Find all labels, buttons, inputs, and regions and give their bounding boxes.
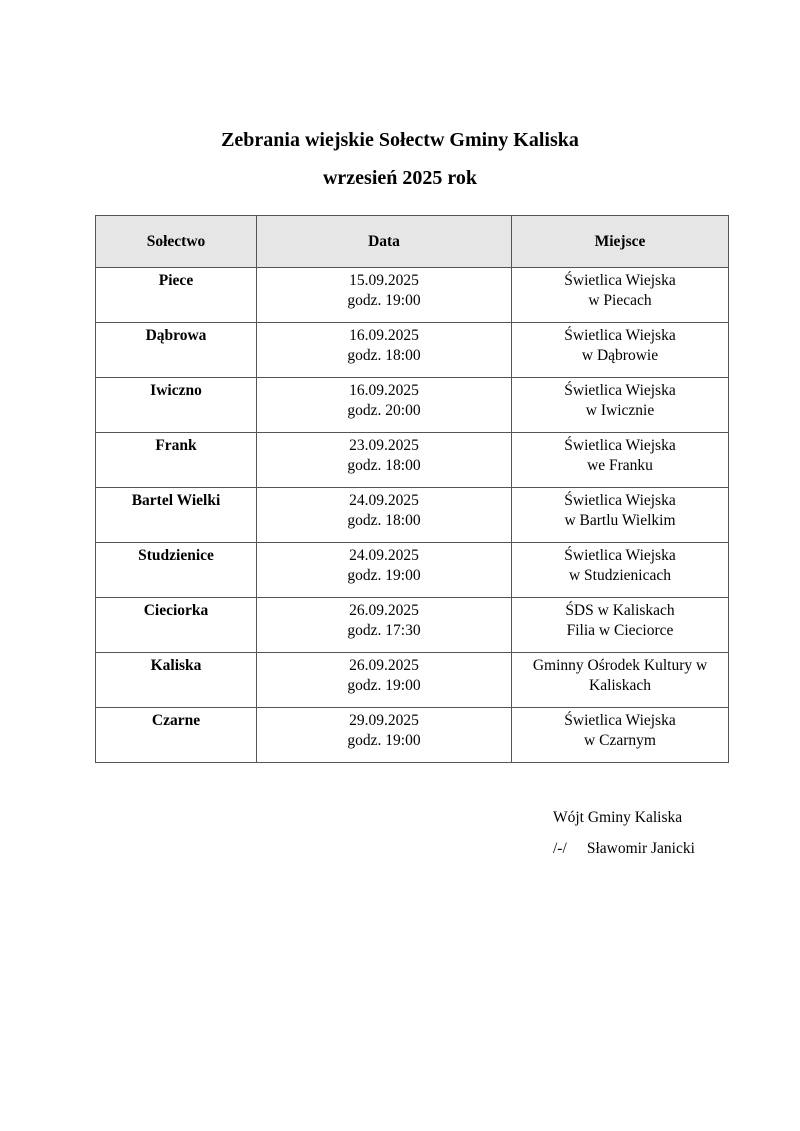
time-text: godz. 20:00 bbox=[347, 402, 421, 419]
date-text: 15.09.2025 bbox=[349, 272, 419, 289]
table-row bbox=[96, 323, 729, 378]
table-row bbox=[96, 433, 729, 488]
table-row bbox=[96, 488, 729, 543]
cell-data bbox=[257, 323, 512, 378]
cell-solectwo: Cieciorka bbox=[96, 598, 257, 653]
schedule-table bbox=[95, 215, 729, 763]
cell-miejsce bbox=[512, 488, 729, 543]
cell-data bbox=[257, 653, 512, 708]
header-data: Data bbox=[257, 216, 512, 268]
time-text: godz. 19:00 bbox=[347, 567, 421, 584]
cell-miejsce bbox=[512, 708, 729, 763]
date-text: 16.09.2025 bbox=[349, 327, 419, 344]
cell-data bbox=[257, 268, 512, 323]
place-line-2: we Franku bbox=[587, 457, 653, 474]
signature-line bbox=[553, 839, 695, 859]
place-line-1: Gminny Ośrodek Kultury w bbox=[532, 657, 708, 674]
cell-solectwo: Kaliska bbox=[96, 653, 257, 708]
cell-miejsce bbox=[512, 268, 729, 323]
cell-data bbox=[257, 543, 512, 598]
cell-miejsce bbox=[512, 323, 729, 378]
cell-miejsce bbox=[512, 598, 729, 653]
place-line-1: Świetlica Wiejska bbox=[564, 437, 676, 454]
cell-data bbox=[257, 598, 512, 653]
place-line-2: w Iwicznie bbox=[585, 402, 655, 419]
place-line-2: Kaliskach bbox=[589, 677, 651, 694]
time-text: godz. 19:00 bbox=[347, 677, 421, 694]
place-line-1: ŚDS w Kaliskach bbox=[565, 602, 675, 619]
date-text: 26.09.2025 bbox=[349, 602, 419, 619]
place-line-2: w Czarnym bbox=[584, 732, 656, 749]
date-text: 16.09.2025 bbox=[349, 382, 419, 399]
table-row bbox=[96, 378, 729, 433]
place-line-1: Świetlica Wiejska bbox=[564, 712, 676, 729]
cell-solectwo: Piece bbox=[96, 268, 257, 323]
cell-solectwo: Iwiczno bbox=[96, 378, 257, 433]
table-row bbox=[96, 543, 729, 598]
time-text: godz. 18:00 bbox=[347, 457, 421, 474]
document-subtitle: wrzesień 2025 rok bbox=[322, 167, 478, 189]
table-row bbox=[96, 653, 729, 708]
cell-data bbox=[257, 433, 512, 488]
table-header-row bbox=[96, 216, 729, 268]
cell-data bbox=[257, 488, 512, 543]
document-title: Zebrania wiejskie Sołectw Gminy Kaliska bbox=[221, 129, 579, 151]
time-text: godz. 18:00 bbox=[347, 347, 421, 364]
time-text: godz. 18:00 bbox=[347, 512, 421, 529]
place-line-2: Filia w Cieciorce bbox=[566, 622, 674, 639]
cell-solectwo: Frank bbox=[96, 433, 257, 488]
cell-miejsce bbox=[512, 543, 729, 598]
table-row bbox=[96, 708, 729, 763]
cell-miejsce bbox=[512, 433, 729, 488]
place-line-2: w Dąbrowie bbox=[581, 347, 659, 364]
header-solectwo: Sołectwo bbox=[96, 216, 257, 268]
cell-miejsce bbox=[512, 378, 729, 433]
time-text: godz. 19:00 bbox=[347, 732, 421, 749]
cell-solectwo: Bartel Wielki bbox=[96, 488, 257, 543]
header-miejsce: Miejsce bbox=[512, 216, 729, 268]
place-line-1: Świetlica Wiejska bbox=[564, 382, 676, 399]
signature-role: Wójt Gminy Kaliska bbox=[553, 809, 683, 826]
place-line-1: Świetlica Wiejska bbox=[564, 327, 676, 344]
date-text: 24.09.2025 bbox=[349, 547, 419, 564]
date-text: 24.09.2025 bbox=[349, 492, 419, 509]
place-line-2: w Piecach bbox=[588, 292, 652, 309]
time-text: godz. 17:30 bbox=[347, 622, 421, 639]
signature-name: Sławomir Janicki bbox=[586, 840, 695, 857]
place-line-2: w Bartlu Wielkim bbox=[564, 512, 676, 529]
table-row bbox=[96, 268, 729, 323]
table-row bbox=[96, 598, 729, 653]
place-line-1: Świetlica Wiejska bbox=[564, 272, 676, 289]
cell-solectwo: Studzienice bbox=[96, 543, 257, 598]
place-line-1: Świetlica Wiejska bbox=[564, 492, 676, 509]
cell-solectwo: Czarne bbox=[96, 708, 257, 763]
place-line-1: Świetlica Wiejska bbox=[564, 547, 676, 564]
signature-prefix: /-/ bbox=[553, 840, 567, 857]
date-text: 29.09.2025 bbox=[349, 712, 419, 729]
cell-data bbox=[257, 708, 512, 763]
date-text: 23.09.2025 bbox=[349, 437, 419, 454]
cell-solectwo: Dąbrowa bbox=[96, 323, 257, 378]
time-text: godz. 19:00 bbox=[347, 292, 421, 309]
cell-data bbox=[257, 378, 512, 433]
cell-miejsce bbox=[512, 653, 729, 708]
place-line-2: w Studzienicach bbox=[568, 567, 671, 584]
date-text: 26.09.2025 bbox=[349, 657, 419, 674]
